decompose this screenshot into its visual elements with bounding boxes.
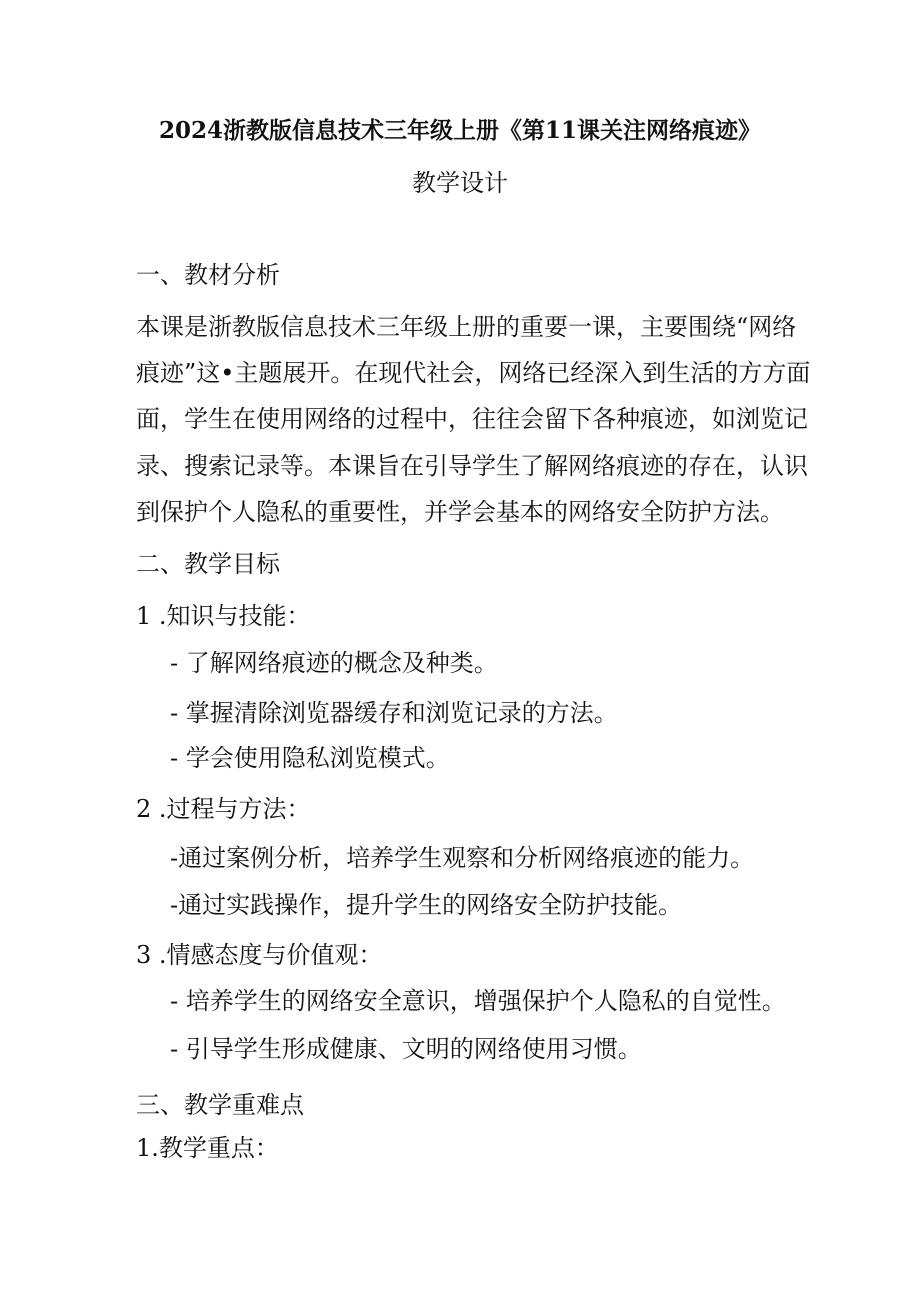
list-item: - 了解网络痕迹的概念及种类。	[170, 649, 498, 677]
list-item: - 掌握清除浏览器缓存和浏览记录的方法。	[170, 699, 618, 727]
list-item: - 引导学生形成健康、文明的网络使用习惯。	[170, 1035, 642, 1063]
paragraph-line: 痕迹”这•主题展开。在现代社会，网络已经深入到生活的方方面	[136, 359, 811, 387]
paragraph-line: 本课是浙教版信息技术三年级上册的重要一课，主要围绕“网络	[136, 313, 797, 341]
section-heading-objectives: 二、教学目标	[136, 550, 280, 578]
list-item: - 学会使用隐私浏览模式。	[170, 744, 450, 772]
list-item: -通过案例分析，培养学生观察和分析网络痕迹的能力。	[170, 844, 755, 872]
document-title: 2024浙教版信息技术三年级上册《第11课关注网络痕迹》	[158, 117, 762, 144]
objective-group-label-knowledge: 1 .知识与技能：	[136, 602, 311, 630]
list-item: -通过实践操作，提升学生的网络安全防护技能。	[170, 891, 683, 919]
objective-group-label-process: 2 .过程与方法：	[136, 795, 311, 823]
section-heading-materials: 一、教材分析	[136, 261, 280, 289]
paragraph-line: 到保护个人隐私的重要性，并学会基本的网络安全防护方法。	[136, 498, 784, 526]
key-points-subheading: 1.教学重点：	[136, 1134, 279, 1162]
document-subtitle: 教学设计	[412, 169, 508, 197]
paragraph-line: 录、搜索记录等。本课旨在引导学生了解网络痕迹的存在，认识	[136, 452, 808, 480]
paragraph-line: 面，学生在使用网络的过程中，往往会留下各种痕迹，如浏览记	[136, 405, 808, 433]
list-item: - 培养学生的网络安全意识，增强保护个人隐私的自觉性。	[170, 987, 786, 1015]
objective-group-label-attitude: 3 .情感态度与价值观：	[136, 941, 383, 969]
section-heading-key-points: 三、教学重难点	[136, 1091, 304, 1119]
